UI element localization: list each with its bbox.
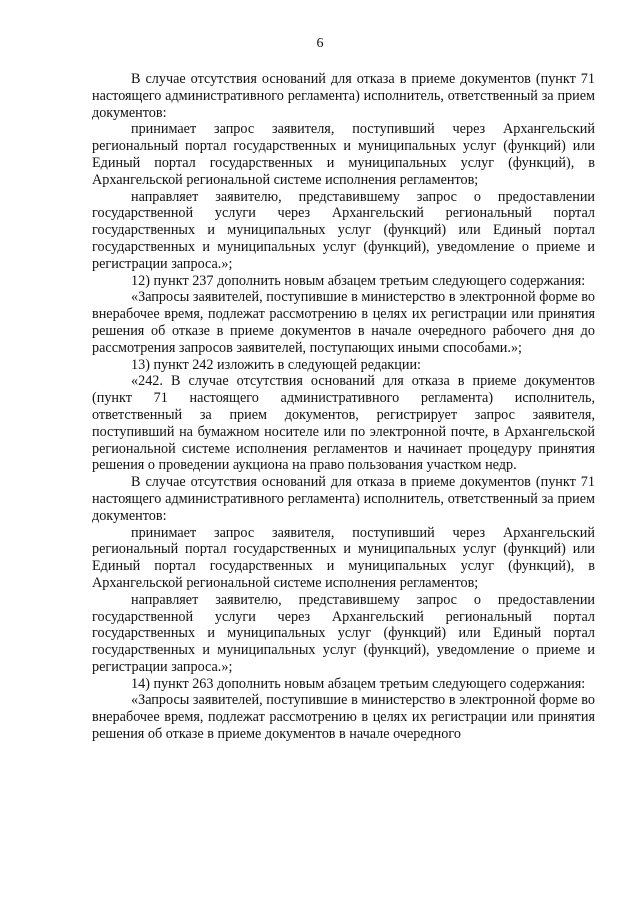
paragraph: 13) пункт 242 изложить в следующей редакции: [131, 356, 421, 373]
paragraph: принимает запрос заявителя, поступивший через Архангельский региональный портал государственных и муниципальных услуг (функций) или Единый портал государственных и муниципальных услуг (функций), в Архангельской региональной системе исполнения регламентов; [92, 121, 595, 188]
document-body [92, 71, 595, 743]
page-number: 6 [316, 36, 324, 51]
paragraph: 12) пункт 237 дополнить новым абзацем третьим следующего содержания: [131, 272, 586, 289]
paragraph: принимает запрос заявителя, поступивший через Архангельский региональный портал государственных и муниципальных услуг (функций) или Единый портал государственных и муниципальных услуг (функций), в Архангельской региональной системе исполнения регламентов; [92, 524, 595, 591]
paragraph: направляет заявителю, представившему запрос о предоставлении государственной услуги через Архангельский региональный портал государственных и муниципальных услуг (функций) или Единый портал государственных и муниципальных услуг (функций), уведомление о приеме и регистрации запроса.»; [92, 188, 595, 272]
paragraph: «Запросы заявителей, поступившие в министерство в электронной форме во внерабочее время, подлежат рассмотрению в целях их регистрации или принятия решения об отказе в приеме документов в начале очередного [92, 692, 595, 743]
paragraph: В случае отсутствия оснований для отказа в приеме документов (пункт 71 настоящего административного регламента) исполнитель, ответственный за прием документов: [92, 71, 595, 121]
paragraph: В случае отсутствия оснований для отказа в приеме документов (пункт 71 настоящего административного регламента) исполнитель, ответственный за прием документов: [92, 474, 595, 524]
paragraph: 14) пункт 263 дополнить новым абзацем третьим следующего содержания: [131, 675, 586, 692]
paragraph: «242. В случае отсутствия оснований для отказа в приеме документов (пункт 71 настоящего административного регламента) исполнитель, ответственный за прием документов, регистрирует запрос заявителя, поступивший на бумажном носителе или по электронной почте, в Архангельской региональной системе исполнения регламентов и начинает процедуру принятия решения о проведении аукциона на право пользования участком недр. [92, 373, 595, 474]
paragraph: направляет заявителю, представившему запрос о предоставлении государственной услуги через Архангельский региональный портал государственных и муниципальных услуг (функций) или Единый портал государственных и муниципальных услуг (функций), уведомление о приеме и регистрации запроса.»; [92, 591, 595, 675]
paragraph: «Запросы заявителей, поступившие в министерство в электронной форме во внерабочее время, подлежат рассмотрению в целях их регистрации или принятия решения об отказе в приеме документов в начале очередного рабочего дня до рассмотрения запросов заявителей, поступающих иными способами.»; [92, 289, 595, 356]
